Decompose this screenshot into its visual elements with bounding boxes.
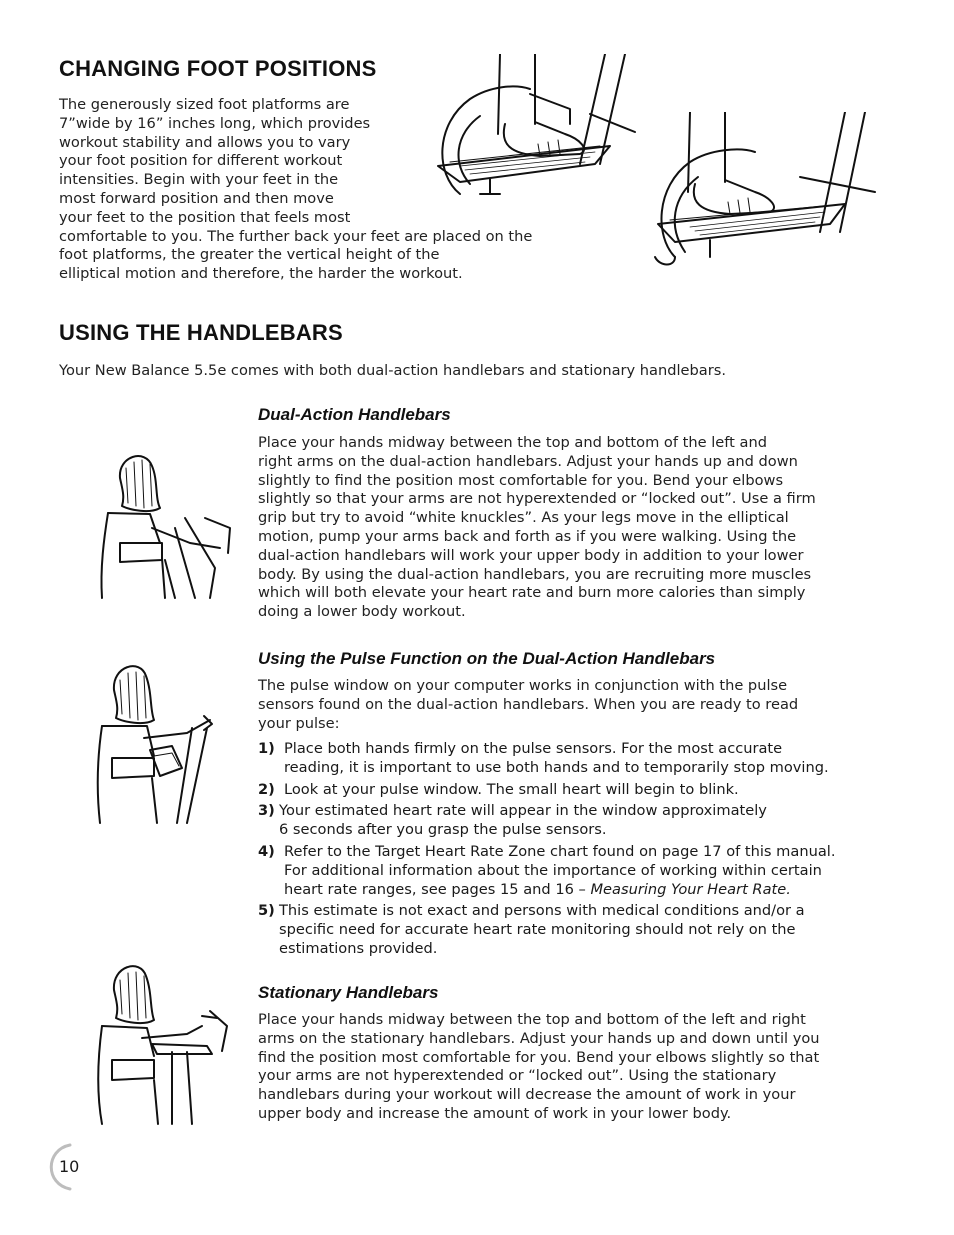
pulse-heading: Using the Pulse Function on the Dual-Action Handlebars [258, 649, 716, 668]
stationary-paragraph: Place your hands midway between the top and bottom of the left and right arms on the stationary handlebars. Adjust your hands up and down until you find the position most comfortable for you. Bend your elbows slightly so that your arms are not hyperextended or “locked out”. Using the stationary handlebars during your workout will decrease the amount of work in your upper body and increase the amount of work in your lower body. [258, 1011, 820, 1122]
dual-action-paragraph: Place your hands midway between the top and bottom of the left and right arms on the dual-action handlebars. Adjust your hands up and down slightly to find the position most comfortable for you. Bend your elbows slightly so that your arms are not hyperextended or “locked out”. Use a firm grip but try to avoid “white knuckles”. As your legs move in the elliptical motion, pump your arms back and forth as if you were walking. Using the dual-action handlebars will work your upper body in addition to your lower body. By using the dual-action handlebars, you are recruiting more muscles which will both elevate your heart rate and burn more calories than simply doing a lower body workout. [258, 434, 816, 621]
page-number: 10 [59, 1157, 80, 1176]
section-title-handlebars: USING THE HANDLEBARS [59, 320, 343, 345]
pulse-step-1: 1) Place both hands firmly on the pulse sensors. For the most accurate reading, it is important to use both hands and to temporarily stop moving. [258, 740, 829, 776]
handlebars-intro: Your New Balance 5.5e comes with both dual-action handlebars and stationary handlebars. [59, 362, 726, 379]
pulse-woman-illustration [92, 658, 222, 828]
pulse-step-2: 2) Look at your pulse window. The small heart will begin to blink. [258, 781, 739, 798]
foot-forward-illustration [430, 54, 640, 204]
foot-positions-paragraph: The generously sized foot platforms are 7”wide by 16” inches long, which provides workout stability and allows you to vary your foot position for different workout intensities. Begin with your feet in the most forward position and then move your feet to the position that feels most comfortable to you. The further back your feet are placed on the foot platforms, the greater the vertical height of the elliptical motion and therefore, the harder the workout. [59, 96, 533, 283]
pulse-intro: The pulse window on your computer works in conjunction with the pulse sensors found on the dual-action handlebars. When you are ready to read your pulse: [258, 677, 799, 732]
pulse-step-5: 5) This estimate is not exact and persons with medical conditions and/or a specific need for accurate heart rate monitoring should not rely on the estimations provided. [258, 902, 805, 957]
pulse-step-4: 4) Refer to the Target Heart Rate Zone chart found on page 17 of this manual. For additional information about the importance of working within certain heart rate ranges, see pages 15 and 16 – Measuring Your Heart Rate. [258, 843, 836, 898]
foot-back-illustration [650, 112, 880, 277]
stationary-woman-illustration [92, 956, 242, 1128]
stationary-heading: Stationary Handlebars [258, 983, 439, 1002]
dual-action-woman-illustration [90, 448, 240, 606]
dual-action-heading: Dual-Action Handlebars [258, 405, 451, 424]
pulse-step-3: 3) Your estimated heart rate will appear in the window approximately 6 seconds after you grasp the pulse sensors. [258, 802, 767, 838]
section-title-foot-positions: CHANGING FOOT POSITIONS [59, 56, 377, 81]
